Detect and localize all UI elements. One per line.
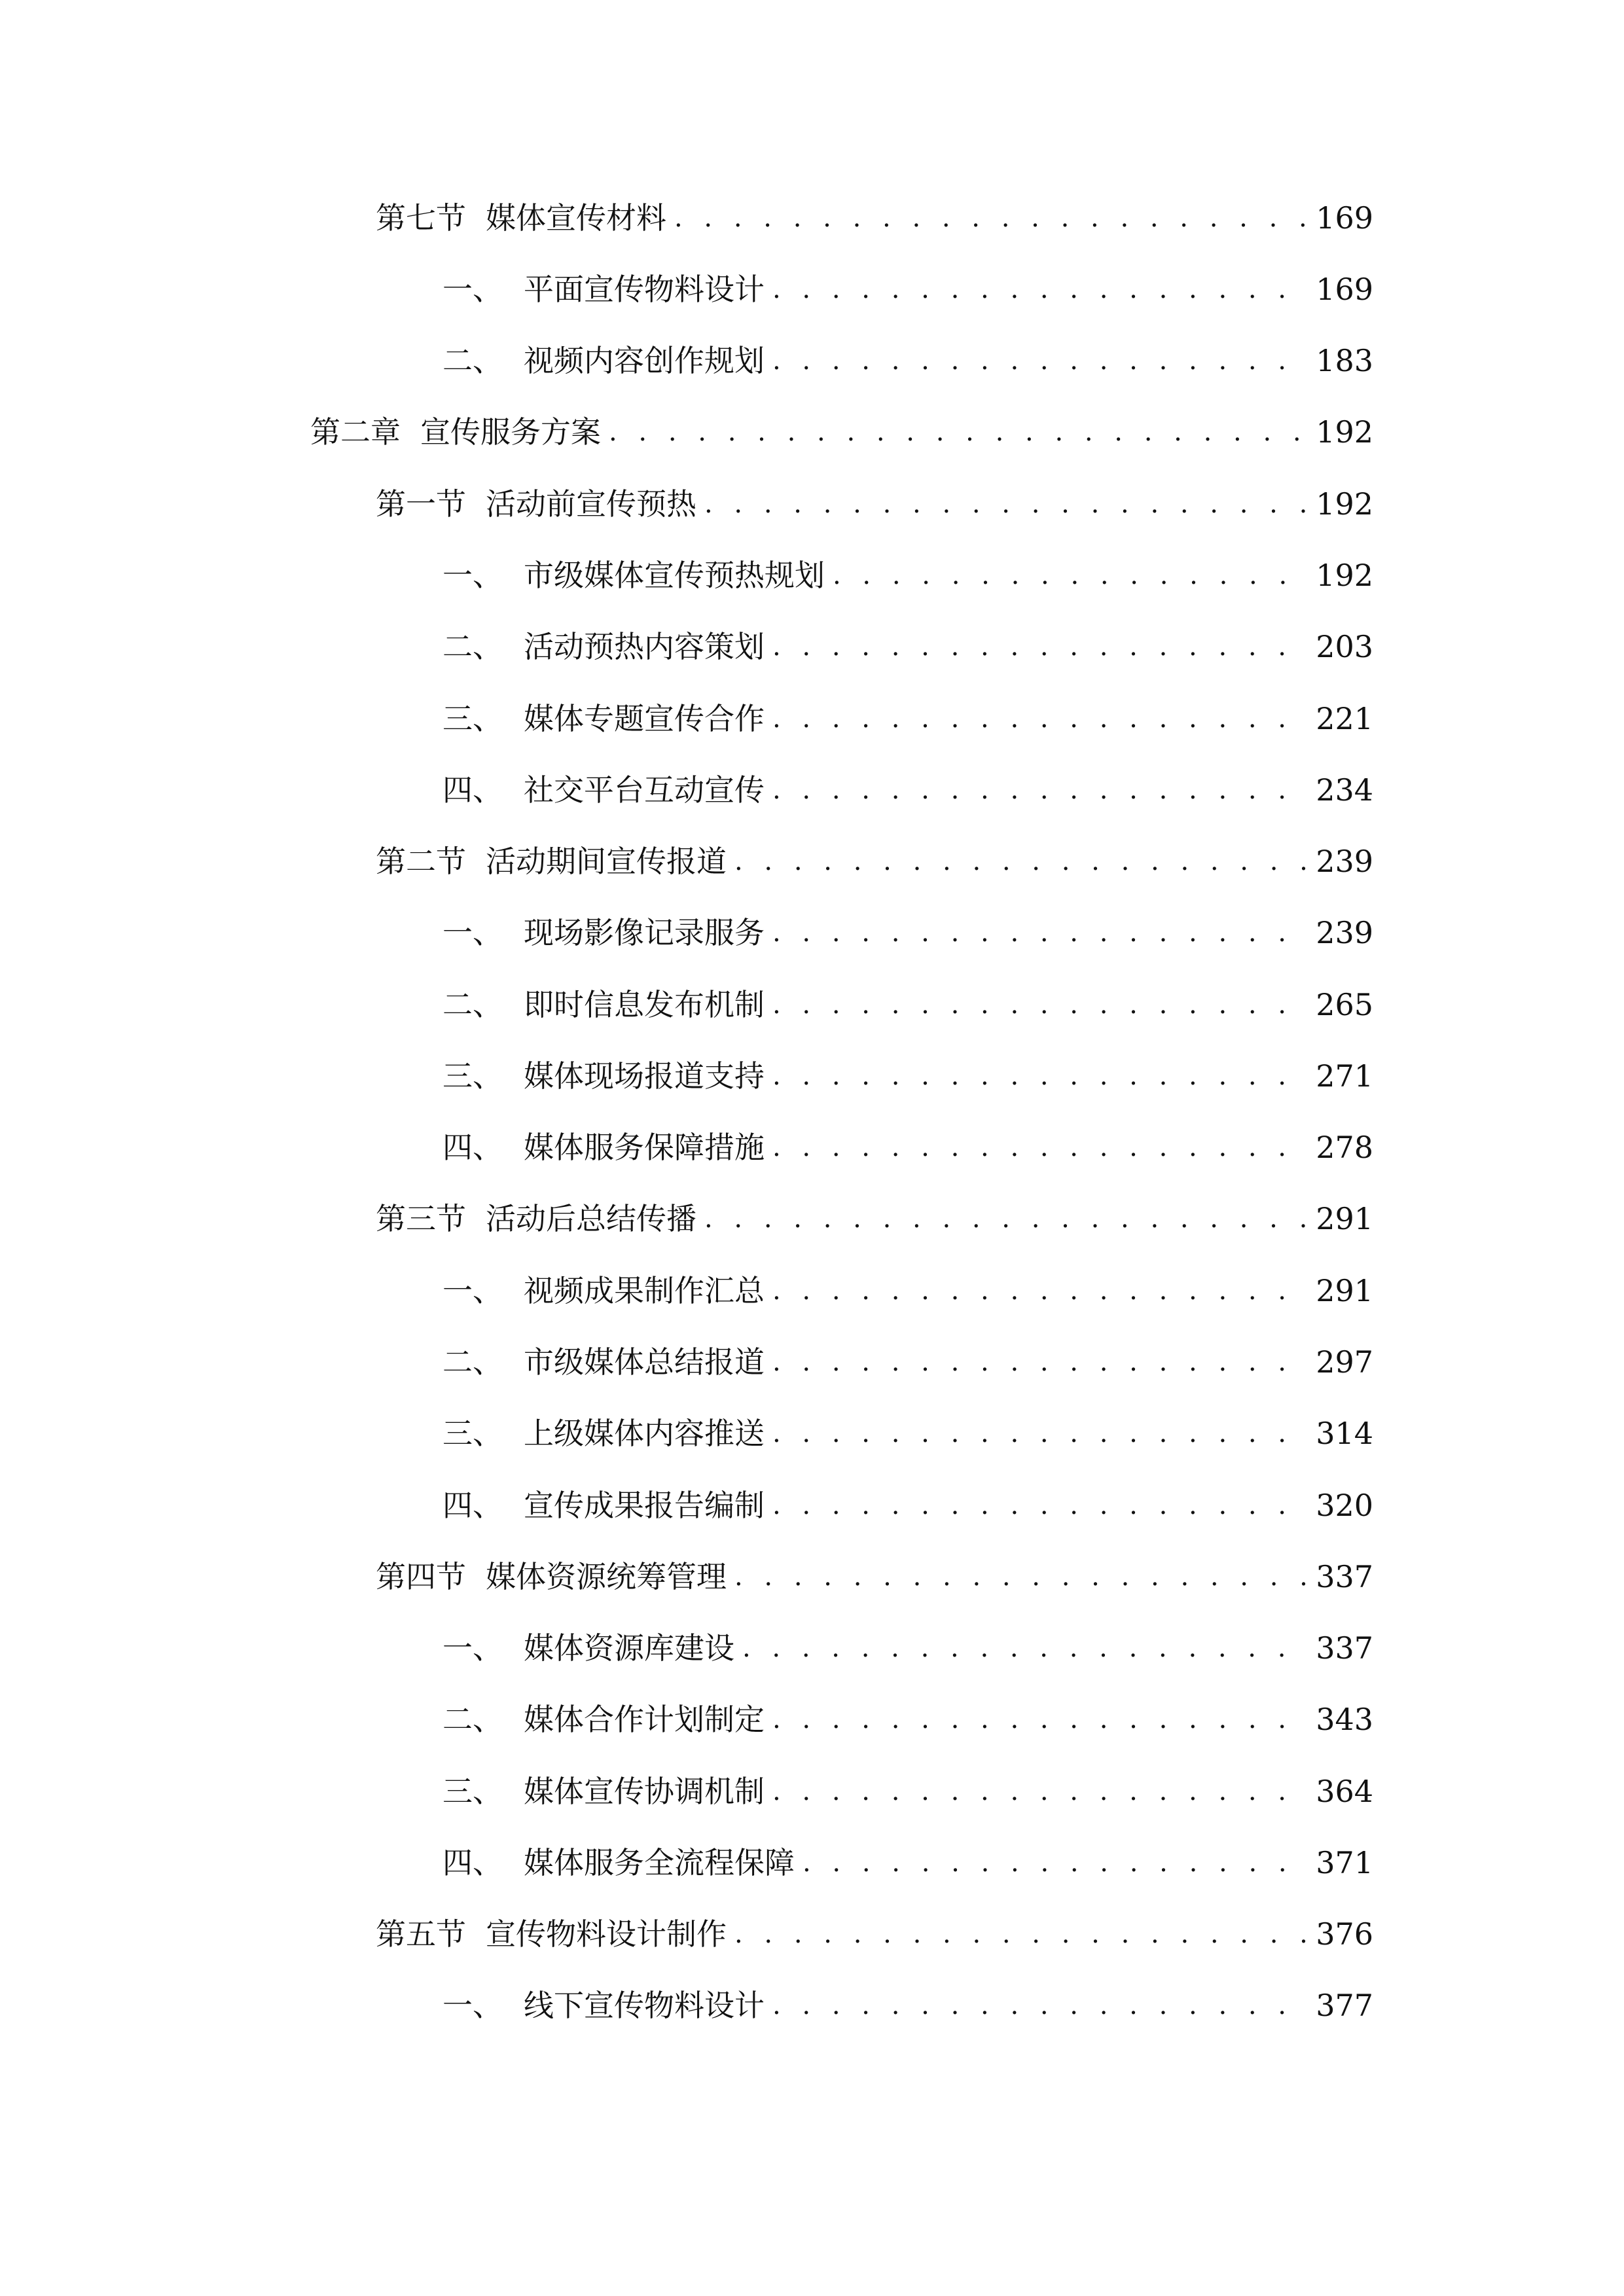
toc-entry-page: 343: [1316, 1702, 1373, 1737]
toc-entry-page: 239: [1316, 844, 1373, 879]
dot-leader: [772, 1050, 1309, 1102]
toc-entry-page: 337: [1316, 1559, 1373, 1594]
dot-leader: [734, 1908, 1309, 1960]
toc-entry-title: 活动前宣传预热: [486, 486, 696, 522]
toc-entry-item[interactable]: [442, 620, 1373, 673]
toc-entry-title: 媒体现场报道支持: [524, 1058, 765, 1094]
toc-entry-section-2[interactable]: [376, 835, 1373, 888]
toc-entry-title: 市级媒体总结报道: [524, 1344, 765, 1380]
dot-leader: [772, 334, 1309, 387]
toc-entry-title: 媒体合作计划制定: [524, 1702, 765, 1737]
toc-entry-title: 线下宣传物料设计: [524, 1988, 765, 2023]
dot-leader: [772, 906, 1309, 959]
toc-entry-item[interactable]: [442, 1265, 1373, 1317]
toc-entry-section-7[interactable]: [376, 192, 1373, 244]
dot-leader: [772, 978, 1309, 1031]
toc-entry-page: 278: [1316, 1130, 1373, 1165]
toc-entry-page: 376: [1316, 1916, 1373, 1952]
toc-entry-number: 三、: [442, 1058, 503, 1094]
toc-entry-page: 297: [1316, 1344, 1373, 1380]
dot-leader: [734, 1551, 1309, 1603]
toc-entry-page: 337: [1316, 1630, 1373, 1666]
toc-entry-item[interactable]: [442, 1622, 1373, 1674]
toc-entry-number: 二、: [442, 1344, 503, 1380]
toc-entry-title: 活动后总结传播: [486, 1201, 696, 1236]
dot-leader: [674, 192, 1309, 244]
dot-leader: [704, 1193, 1309, 1245]
toc-entry-page: 291: [1316, 1273, 1373, 1308]
toc-entry-title: 活动预热内容策划: [524, 629, 765, 664]
toc-entry-page: 169: [1316, 200, 1373, 236]
toc-entry-number: 三、: [442, 1416, 503, 1451]
toc-entry-item[interactable]: [442, 1336, 1373, 1388]
toc-entry-page: 364: [1316, 1774, 1373, 1809]
toc-entry-title: 媒体宣传协调机制: [524, 1774, 765, 1809]
toc-entry-title: 市级媒体宣传预热规划: [524, 558, 825, 593]
toc-entry-page: 265: [1316, 987, 1373, 1022]
toc-entry-section-4[interactable]: [376, 1551, 1373, 1603]
toc-entry-item[interactable]: [442, 334, 1373, 387]
toc-entry-page: 221: [1316, 701, 1373, 736]
toc-entry-title: 媒体专题宣传合作: [524, 701, 765, 736]
toc-entry-number: 一、: [442, 915, 503, 950]
toc-entry-number: 第四节: [376, 1559, 466, 1594]
toc-entry-number: 第五节: [376, 1916, 466, 1952]
toc-entry-title: 媒体宣传材料: [486, 200, 666, 236]
toc-entry-number: 四、: [442, 1845, 503, 1880]
toc-entry-item[interactable]: [442, 1407, 1373, 1460]
toc-entry-item[interactable]: [442, 978, 1373, 1031]
toc-entry-number: 一、: [442, 1630, 503, 1666]
toc-entry-title: 即时信息发布机制: [524, 987, 765, 1022]
toc-entry-number: 三、: [442, 701, 503, 736]
toc-entry-page: 239: [1316, 915, 1373, 950]
toc-entry-item[interactable]: [442, 1050, 1373, 1102]
toc-entry-item[interactable]: [442, 549, 1373, 601]
toc-entry-title: 宣传物料设计制作: [486, 1916, 727, 1952]
toc-entry-number: 一、: [442, 558, 503, 593]
toc-entry-section-3[interactable]: [376, 1193, 1373, 1245]
toc-entry-item[interactable]: [442, 1121, 1373, 1174]
toc-entry-page: 320: [1316, 1488, 1373, 1523]
toc-entry-page: 291: [1316, 1201, 1373, 1236]
toc-entry-title: 社交平台互动宣传: [524, 772, 765, 808]
toc-entry-number: 一、: [442, 272, 503, 307]
toc-entry-page: 192: [1316, 558, 1373, 593]
toc-entry-number: 四、: [442, 772, 503, 808]
toc-entry-title: 媒体资源统筹管理: [486, 1559, 727, 1594]
toc-entry-title: 媒体服务保障措施: [524, 1130, 765, 1165]
dot-leader: [742, 1622, 1309, 1674]
toc-entry-number: 第一节: [376, 486, 466, 522]
dot-leader: [803, 1837, 1309, 1889]
dot-leader: [772, 1693, 1309, 1746]
toc-entry-item[interactable]: [442, 1837, 1373, 1889]
toc-entry-page: 234: [1316, 772, 1373, 808]
toc-entry-number: 第二节: [376, 844, 466, 879]
dot-leader: [772, 1979, 1309, 2032]
dot-leader: [772, 620, 1309, 673]
toc-entry-title: 现场影像记录服务: [524, 915, 765, 950]
toc-entry-section-1[interactable]: [376, 478, 1373, 530]
toc-entry-item[interactable]: [442, 1979, 1373, 2032]
dot-leader: [772, 263, 1309, 315]
toc-entry-item[interactable]: [442, 906, 1373, 959]
toc-entry-number: 一、: [442, 1273, 503, 1308]
toc-entry-page: 314: [1316, 1416, 1373, 1451]
dot-leader: [772, 1765, 1309, 1818]
toc-entry-title: 平面宣传物料设计: [524, 272, 765, 307]
toc-entry-chapter-2[interactable]: [310, 406, 1373, 458]
toc-entry-item[interactable]: [442, 263, 1373, 315]
dot-leader: [772, 692, 1309, 745]
toc-entry-page: 371: [1316, 1845, 1373, 1880]
toc-entry-title: 视频内容创作规划: [524, 343, 765, 378]
toc-entry-item[interactable]: [442, 1479, 1373, 1532]
dot-leader: [772, 1265, 1309, 1317]
toc-entry-page: 192: [1316, 486, 1373, 522]
dot-leader: [734, 835, 1309, 888]
dot-leader: [772, 1407, 1309, 1460]
toc-entry-page: 169: [1316, 272, 1373, 307]
dot-leader: [772, 1336, 1309, 1388]
toc-entry-number: 一、: [442, 1988, 503, 2023]
dot-leader: [772, 1479, 1309, 1532]
toc-entry-number: 二、: [442, 629, 503, 664]
toc-entry-item[interactable]: [442, 1693, 1373, 1746]
toc-entry-number: 三、: [442, 1774, 503, 1809]
toc-entry-page: 192: [1316, 414, 1373, 450]
toc-entry-title: 媒体服务全流程保障: [524, 1845, 795, 1880]
dot-leader: [609, 406, 1309, 458]
toc-entry-number: 二、: [442, 1702, 503, 1737]
toc-entry-page: 203: [1316, 629, 1373, 664]
toc-entry-item[interactable]: [442, 692, 1373, 745]
dot-leader: [772, 1121, 1309, 1174]
toc-entry-title: 活动期间宣传报道: [486, 844, 727, 879]
toc-entry-item[interactable]: [442, 764, 1373, 816]
dot-leader: [772, 764, 1309, 816]
dot-leader: [704, 478, 1309, 530]
toc-entry-title: 媒体资源库建设: [524, 1630, 734, 1666]
toc-entry-title: 上级媒体内容推送: [524, 1416, 765, 1451]
toc-entry-number: 四、: [442, 1130, 503, 1165]
toc-entry-number: 第七节: [376, 200, 466, 236]
toc-entry-title: 宣传服务方案: [420, 414, 601, 450]
toc-entry-number: 第二章: [310, 414, 401, 450]
toc-entry-item[interactable]: [442, 1765, 1373, 1818]
toc-entry-number: 第三节: [376, 1201, 466, 1236]
toc-entry-page: 183: [1316, 343, 1373, 378]
toc-entry-section-5[interactable]: [376, 1908, 1373, 1960]
toc-entry-title: 宣传成果报告编制: [524, 1488, 765, 1523]
toc-entry-page: 377: [1316, 1988, 1373, 2023]
toc-entry-page: 271: [1316, 1058, 1373, 1094]
toc-entry-number: 二、: [442, 987, 503, 1022]
toc-entry-number: 二、: [442, 343, 503, 378]
dot-leader: [833, 549, 1309, 601]
toc-entry-number: 四、: [442, 1488, 503, 1523]
toc-entry-title: 视频成果制作汇总: [524, 1273, 765, 1308]
